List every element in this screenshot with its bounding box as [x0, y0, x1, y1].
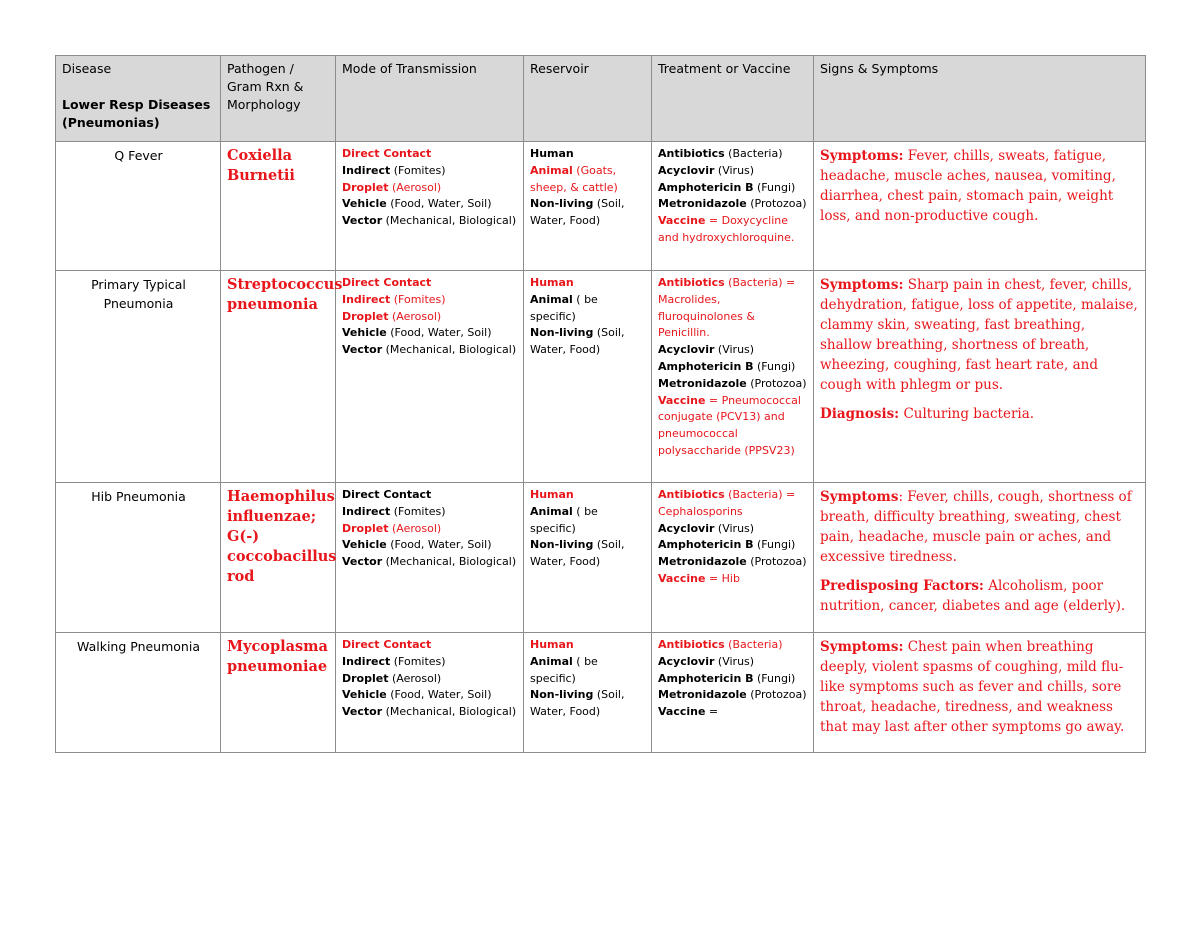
- reservoir-cell-line: [530, 687, 646, 721]
- table-row: [56, 633, 1146, 753]
- transmission-cell-line: [342, 309, 518, 326]
- reservoir-cell-term: Human: [530, 276, 574, 289]
- treatment-cell-line: [658, 146, 808, 163]
- treatment-cell-line: [658, 637, 808, 654]
- transmission-cell-term: Vehicle: [342, 688, 387, 702]
- header-transmission: Mode of Transmission: [336, 56, 524, 142]
- transmission-cell-detail: (Aerosol): [388, 180, 442, 194]
- treatment-cell: [652, 483, 814, 633]
- treatment-cell-term: Vaccine: [658, 705, 706, 719]
- reservoir-cell-detail: (Soil, Water, Food): [530, 688, 625, 719]
- pathogen-cell: Coxiella Burnetii: [221, 142, 336, 271]
- transmission-cell-line: [342, 554, 518, 571]
- transmission-cell-term: Indirect: [342, 292, 391, 306]
- treatment-cell: [652, 142, 814, 271]
- reservoir-cell-term: Human: [530, 147, 574, 160]
- symptoms-paragraph: [820, 576, 1140, 616]
- pathogen-cell: Streptococcus pneumonia: [221, 271, 336, 483]
- treatment-cell-term: Metronidazole: [658, 197, 747, 211]
- reservoir-cell: [524, 633, 652, 753]
- treatment-cell-term: Antibiotics: [658, 147, 725, 160]
- transmission-cell-detail: (Food, Water, Soil): [386, 197, 492, 211]
- transmission-cell-term: Vector: [342, 705, 383, 719]
- transmission-cell-detail: (Fomites): [390, 163, 446, 177]
- reservoir-cell-line: [530, 504, 646, 538]
- transmission-cell-term: Vector: [342, 343, 383, 357]
- table-row: [56, 142, 1146, 271]
- symptoms-text: : Fever, chills, cough, shortness of breath, difficulty breathing, sweating, chest pain, headache, muscle pain or aches, and excessive tiredness.: [820, 489, 1132, 565]
- header-treatment: Treatment or Vaccine: [652, 56, 814, 142]
- reservoir-cell-term: Human: [530, 638, 574, 651]
- disease-cell: Primary Typical Pneumonia: [56, 271, 221, 483]
- reservoir-cell-term: Non-living: [530, 538, 594, 552]
- treatment-cell-term: Amphotericin B: [658, 671, 754, 685]
- treatment-cell-line: [658, 196, 808, 213]
- transmission-cell-detail: (Food, Water, Soil): [386, 326, 492, 340]
- treatment-cell-detail: (Bacteria): [724, 147, 783, 160]
- disease-table-sheet: [55, 55, 1145, 753]
- symptoms-text: Culturing bacteria.: [899, 406, 1035, 422]
- reservoir-cell-term: Non-living: [530, 197, 594, 211]
- disease-cell: Walking Pneumonia: [56, 633, 221, 753]
- treatment-cell-line: [658, 554, 808, 571]
- transmission-cell-term: Droplet: [342, 521, 389, 535]
- treatment-cell-detail: (Virus): [714, 521, 755, 535]
- symptoms-text: Chest pain when breathing deeply, violent spasms of coughing, mild flu-like symptoms such as fever and chills, sore throat, headache, tiredness, and weakness that may last after other symptoms go away.: [820, 639, 1125, 735]
- symptoms-text: Alcoholism, poor nutrition, cancer, diabetes and age (elderly).: [820, 578, 1126, 614]
- symptoms-label: Symptoms:: [820, 277, 904, 293]
- transmission-cell-line: [342, 275, 518, 292]
- reservoir-cell-detail: ( be specific): [530, 654, 598, 685]
- symptoms-label: Symptoms:: [820, 639, 904, 655]
- header-disease: [56, 56, 221, 142]
- transmission-cell-term: Direct Contact: [342, 147, 432, 160]
- transmission-cell-term: Vehicle: [342, 197, 387, 211]
- reservoir-cell-line: [530, 292, 646, 326]
- symptoms-cell: [814, 633, 1146, 753]
- treatment-cell: [652, 271, 814, 483]
- treatment-cell-line: [658, 342, 808, 359]
- treatment-cell-line: [658, 275, 808, 342]
- table-row: [56, 483, 1146, 633]
- treatment-cell-term: Vaccine: [658, 393, 706, 407]
- treatment-cell-term: Vaccine: [658, 214, 706, 228]
- disease-cell: Hib Pneumonia: [56, 483, 221, 633]
- treatment-cell-term: Amphotericin B: [658, 538, 754, 552]
- reservoir-cell: [524, 271, 652, 483]
- reservoir-cell-line: [530, 325, 646, 359]
- treatment-cell-line: [658, 521, 808, 538]
- reservoir-cell: [524, 142, 652, 271]
- treatment-cell-line: [658, 393, 808, 460]
- treatment-cell-line: [658, 487, 808, 521]
- treatment-cell-term: Vaccine: [658, 571, 706, 585]
- symptoms-paragraph: [820, 487, 1140, 567]
- transmission-cell-line: [342, 521, 518, 538]
- symptoms-cell: [814, 142, 1146, 271]
- transmission-cell-line: [342, 654, 518, 671]
- transmission-cell-detail: (Mechanical, Biological): [382, 343, 517, 357]
- treatment-cell-detail: (Virus): [714, 343, 755, 357]
- treatment-cell-term: Antibiotics: [658, 488, 725, 501]
- symptoms-paragraph: [820, 637, 1140, 737]
- transmission-cell-line: [342, 687, 518, 704]
- reservoir-cell-detail: ( be specific): [530, 504, 598, 535]
- transmission-cell-line: [342, 196, 518, 213]
- treatment-cell-detail: (Protozoa): [746, 376, 807, 390]
- treatment-cell-line: [658, 704, 808, 721]
- symptoms-label: Diagnosis:: [820, 406, 900, 422]
- transmission-cell-detail: (Mechanical, Biological): [382, 555, 517, 569]
- reservoir-cell-detail: (Soil, Water, Food): [530, 197, 625, 228]
- symptoms-cell: [814, 271, 1146, 483]
- transmission-cell-term: Indirect: [342, 163, 391, 177]
- reservoir-cell-term: Animal: [530, 654, 573, 668]
- treatment-cell-line: [658, 654, 808, 671]
- transmission-cell-detail: (Aerosol): [388, 671, 442, 685]
- symptoms-label: Symptoms: [820, 489, 899, 505]
- pathogen-cell: Haemophilus influenzae; G(-) coccobacillus rod: [221, 483, 336, 633]
- transmission-cell-term: Direct Contact: [342, 488, 432, 501]
- transmission-cell-term: Indirect: [342, 654, 391, 668]
- reservoir-cell-term: Animal: [530, 163, 573, 177]
- transmission-cell-detail: (Fomites): [390, 292, 446, 306]
- transmission-cell-detail: (Aerosol): [388, 309, 442, 323]
- transmission-cell-detail: (Food, Water, Soil): [386, 538, 492, 552]
- transmission-cell: [336, 142, 524, 271]
- reservoir-cell-line: [530, 196, 646, 230]
- treatment-cell-detail: = Doxycycline and hydroxychloroquine.: [658, 214, 795, 244]
- treatment-cell-line: [658, 180, 808, 197]
- reservoir-cell-line: [530, 537, 646, 571]
- treatment-cell-detail: = Pneumococcal conjugate (PCV13) and pneumococcal polysaccharide (PPSV23): [658, 393, 801, 457]
- treatment-cell-detail: (Protozoa): [746, 555, 807, 569]
- treatment-cell-line: [658, 671, 808, 688]
- transmission-cell-line: [342, 163, 518, 180]
- pathogen-cell: Mycoplasma pneumoniae: [221, 633, 336, 753]
- transmission-cell-detail: (Fomites): [390, 504, 446, 518]
- treatment-cell-line: [658, 163, 808, 180]
- treatment-cell-detail: (Fungi): [753, 359, 796, 373]
- reservoir-cell-term: Human: [530, 488, 574, 501]
- transmission-cell-line: [342, 671, 518, 688]
- reservoir-cell-line: [530, 275, 646, 292]
- transmission-cell-detail: (Mechanical, Biological): [382, 705, 517, 719]
- header-pathogen: Pathogen / Gram Rxn & Morphology: [221, 56, 336, 142]
- treatment-cell-detail: (Bacteria): [724, 638, 783, 651]
- treatment-cell-term: Metronidazole: [658, 688, 747, 702]
- symptoms-cell: [814, 483, 1146, 633]
- treatment-cell-detail: (Fungi): [753, 671, 796, 685]
- treatment-cell-term: Acyclovir: [658, 343, 715, 357]
- transmission-cell-line: [342, 213, 518, 230]
- reservoir-cell: [524, 483, 652, 633]
- transmission-cell-term: Droplet: [342, 309, 389, 323]
- symptoms-text: Fever, chills, sweats, fatigue, headache, muscle aches, nausea, vomiting, diarrhea, chest pain, stomach pain, weight loss, and non-productive cough.: [820, 148, 1116, 224]
- symptoms-text: Sharp pain in chest, fever, chills, dehydration, fatigue, loss of appetite, malaise, clammy skin, sweating, fast breathing, shallow breathing, shortness of breath, wheezing, coughing, fast heart rate, and cough with phlegm or pus.: [820, 277, 1138, 393]
- reservoir-cell-detail: ( be specific): [530, 292, 598, 323]
- reservoir-cell-line: [530, 146, 646, 163]
- treatment-cell-term: Acyclovir: [658, 163, 715, 177]
- transmission-cell-term: Droplet: [342, 180, 389, 194]
- disease-cell: Q Fever: [56, 142, 221, 271]
- transmission-cell-line: [342, 637, 518, 654]
- treatment-cell-line: [658, 359, 808, 376]
- reservoir-cell-detail: (Soil, Water, Food): [530, 326, 625, 357]
- treatment-cell-term: Metronidazole: [658, 376, 747, 390]
- treatment-cell-line: [658, 537, 808, 554]
- symptoms-label: Predisposing Factors:: [820, 578, 984, 594]
- reservoir-cell-line: [530, 163, 646, 197]
- treatment-cell-detail: (Fungi): [753, 180, 796, 194]
- treatment-cell-line: [658, 687, 808, 704]
- reservoir-cell-term: Animal: [530, 292, 573, 306]
- transmission-cell: [336, 271, 524, 483]
- reservoir-cell-detail: (Goats, sheep, & cattle): [530, 163, 618, 194]
- transmission-cell-term: Droplet: [342, 671, 389, 685]
- symptoms-paragraph: [820, 275, 1140, 395]
- reservoir-cell-term: Non-living: [530, 326, 594, 340]
- treatment-cell-detail: (Fungi): [753, 538, 796, 552]
- transmission-cell-term: Vehicle: [342, 326, 387, 340]
- treatment-cell-term: Metronidazole: [658, 555, 747, 569]
- reservoir-cell-detail: (Soil, Water, Food): [530, 538, 625, 569]
- transmission-cell-term: Direct Contact: [342, 638, 432, 651]
- symptoms-label: Symptoms:: [820, 148, 904, 164]
- reservoir-cell-term: Animal: [530, 504, 573, 518]
- reservoir-cell-line: [530, 637, 646, 654]
- treatment-cell-line: [658, 571, 808, 588]
- treatment-cell-detail: (Protozoa): [746, 688, 807, 702]
- treatment-cell-term: Acyclovir: [658, 521, 715, 535]
- transmission-cell-term: Vector: [342, 214, 383, 228]
- transmission-cell-term: Direct Contact: [342, 276, 432, 289]
- transmission-cell-detail: (Mechanical, Biological): [382, 214, 517, 228]
- header-disease-sub: Lower Resp Diseases (Pneumonias): [62, 97, 211, 130]
- transmission-cell-line: [342, 537, 518, 554]
- treatment-cell: [652, 633, 814, 753]
- transmission-cell-line: [342, 292, 518, 309]
- transmission-cell-term: Vector: [342, 555, 383, 569]
- treatment-cell-term: Amphotericin B: [658, 359, 754, 373]
- header-symptoms: Signs & Symptoms: [814, 56, 1146, 142]
- treatment-cell-term: Acyclovir: [658, 654, 715, 668]
- treatment-cell-detail: (Protozoa): [746, 197, 807, 211]
- header-row: [56, 56, 1146, 142]
- treatment-cell-detail: (Bacteria) = Cephalosporins: [658, 488, 796, 518]
- treatment-cell-term: Amphotericin B: [658, 180, 754, 194]
- disease-table: [55, 55, 1146, 753]
- treatment-cell-detail: (Virus): [714, 163, 755, 177]
- treatment-cell-line: [658, 376, 808, 393]
- symptoms-paragraph: [820, 404, 1140, 424]
- treatment-cell-detail: (Virus): [714, 654, 755, 668]
- reservoir-cell-term: Non-living: [530, 688, 594, 702]
- treatment-cell-detail: (Bacteria) = Macrolides, fluroquinolones & Penicillin.: [658, 276, 796, 340]
- transmission-cell-term: Indirect: [342, 504, 391, 518]
- transmission-cell: [336, 483, 524, 633]
- transmission-cell-detail: (Food, Water, Soil): [386, 688, 492, 702]
- treatment-cell-line: [658, 213, 808, 247]
- transmission-cell-term: Vehicle: [342, 538, 387, 552]
- transmission-cell: [336, 633, 524, 753]
- transmission-cell-line: [342, 325, 518, 342]
- transmission-cell-line: [342, 146, 518, 163]
- transmission-cell-detail: (Aerosol): [388, 521, 442, 535]
- transmission-cell-line: [342, 704, 518, 721]
- transmission-cell-line: [342, 180, 518, 197]
- reservoir-cell-line: [530, 654, 646, 688]
- treatment-cell-detail: =: [705, 705, 719, 719]
- symptoms-paragraph: [820, 146, 1140, 226]
- treatment-cell-term: Antibiotics: [658, 276, 725, 289]
- treatment-cell-term: Antibiotics: [658, 638, 725, 651]
- transmission-cell-line: [342, 504, 518, 521]
- transmission-cell-line: [342, 487, 518, 504]
- table-body: [56, 142, 1146, 753]
- transmission-cell-detail: (Fomites): [390, 654, 446, 668]
- transmission-cell-line: [342, 342, 518, 359]
- table-row: [56, 271, 1146, 483]
- reservoir-cell-line: [530, 487, 646, 504]
- header-disease-label: Disease: [62, 61, 112, 76]
- header-reservoir: Reservoir: [524, 56, 652, 142]
- treatment-cell-detail: = Hib: [705, 571, 740, 585]
